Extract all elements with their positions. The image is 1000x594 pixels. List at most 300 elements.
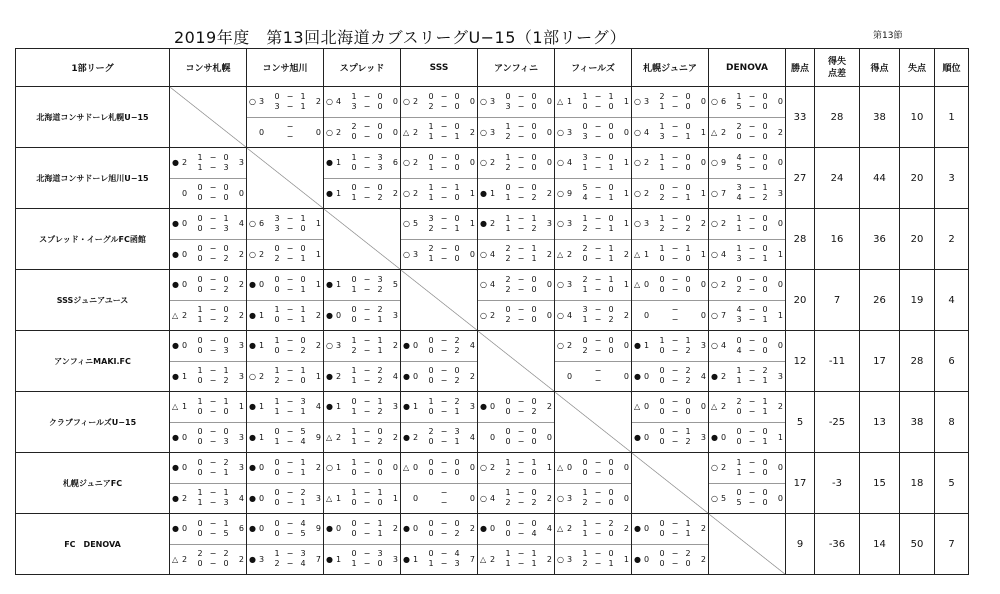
second-half bbox=[656, 102, 694, 112]
match-legs bbox=[170, 209, 246, 269]
half-scores bbox=[271, 275, 309, 295]
half-away: 0 bbox=[454, 162, 460, 172]
half-dash: − bbox=[594, 122, 602, 132]
half-home: 0 bbox=[197, 345, 203, 355]
half-dash: − bbox=[363, 488, 371, 498]
half-dash: − bbox=[671, 366, 679, 376]
match-leg bbox=[709, 453, 785, 483]
match-legs bbox=[170, 148, 246, 208]
points-value: 33 bbox=[786, 87, 815, 148]
first-half bbox=[502, 122, 540, 132]
half-dash: − bbox=[671, 91, 679, 101]
half-home: 0 bbox=[351, 132, 357, 142]
second-half bbox=[579, 132, 617, 142]
half-scores bbox=[656, 183, 694, 203]
result-mark: ● bbox=[634, 554, 641, 564]
half-away: 0 bbox=[685, 152, 691, 162]
half-away: 0 bbox=[377, 427, 383, 437]
match-cell bbox=[478, 209, 555, 270]
header-team: フィールズ bbox=[555, 49, 632, 87]
second-half bbox=[425, 468, 463, 478]
half-scores bbox=[656, 92, 694, 112]
half-away: 5 bbox=[223, 528, 229, 538]
half-scores bbox=[425, 549, 463, 569]
half-home: 0 bbox=[274, 315, 280, 325]
half-dash: − bbox=[286, 254, 294, 264]
goal-diff-value: -11 bbox=[815, 331, 860, 392]
half-dash: − bbox=[748, 437, 756, 447]
result-mark: △ bbox=[557, 463, 564, 473]
half-scores bbox=[502, 549, 540, 569]
half-home: 1 bbox=[197, 366, 203, 376]
half-away: 0 bbox=[377, 457, 383, 467]
first-half bbox=[579, 275, 617, 285]
goals-against: 0 bbox=[392, 463, 398, 473]
result-mark: ○ bbox=[403, 219, 410, 229]
half-away: 2 bbox=[223, 254, 229, 264]
second-half bbox=[656, 224, 694, 234]
half-home: 0 bbox=[197, 518, 203, 528]
match-leg bbox=[632, 239, 708, 270]
second-half bbox=[271, 254, 309, 264]
goals-against: 0 bbox=[392, 97, 398, 107]
half-away: 0 bbox=[762, 305, 768, 315]
match-legs bbox=[401, 392, 477, 452]
match-legs bbox=[709, 270, 785, 330]
match-cell bbox=[709, 392, 786, 453]
half-dash: − bbox=[671, 559, 679, 569]
goals-against: 7 bbox=[469, 554, 475, 564]
second-half bbox=[194, 468, 232, 478]
match-leg bbox=[632, 392, 708, 422]
match-leg bbox=[170, 178, 246, 209]
half-home: 2 bbox=[505, 274, 511, 284]
match-leg bbox=[555, 331, 631, 361]
half-dash: − bbox=[748, 396, 756, 406]
second-half bbox=[733, 163, 771, 173]
half-away: 0 bbox=[223, 183, 229, 193]
result-mark: ○ bbox=[480, 280, 487, 290]
goals-for: 5 bbox=[413, 219, 419, 229]
second-half bbox=[348, 163, 386, 173]
half-away: 0 bbox=[685, 254, 691, 264]
half-home: 1 bbox=[505, 549, 511, 559]
half-dash: − bbox=[517, 437, 525, 447]
half-home: 0 bbox=[351, 162, 357, 172]
goals-against: 7 bbox=[315, 554, 321, 564]
match-leg bbox=[401, 483, 477, 514]
half-dash: − bbox=[363, 183, 371, 193]
half-away: 2 bbox=[608, 518, 614, 528]
half-home: 0 bbox=[197, 376, 203, 386]
result-mark: ○ bbox=[711, 158, 718, 168]
points-value: 12 bbox=[786, 331, 815, 392]
match-cell bbox=[324, 270, 401, 331]
half-away: 0 bbox=[608, 467, 614, 477]
half-dash: − bbox=[671, 274, 679, 284]
first-half bbox=[733, 244, 771, 254]
result-mark: ○ bbox=[634, 127, 641, 137]
half-dash: − bbox=[748, 162, 756, 172]
half-scores bbox=[194, 153, 232, 173]
half-home: 5 bbox=[736, 498, 742, 508]
match-leg bbox=[478, 209, 554, 239]
half-away: 3 bbox=[377, 152, 383, 162]
header-goals-for: 得点 bbox=[860, 49, 900, 87]
half-home: 3 bbox=[505, 101, 511, 111]
result-mark: △ bbox=[403, 127, 410, 137]
first-half bbox=[733, 458, 771, 468]
half-home: 1 bbox=[505, 122, 511, 132]
result-mark: ○ bbox=[403, 188, 410, 198]
half-scores bbox=[502, 92, 540, 112]
second-half bbox=[348, 468, 386, 478]
goals-for: 9 bbox=[721, 158, 727, 168]
half-home: 0 bbox=[197, 528, 203, 538]
first-half bbox=[271, 305, 309, 315]
second-half bbox=[733, 376, 771, 386]
half-home: 1 bbox=[659, 122, 665, 132]
goals-against-value: 20 bbox=[900, 209, 935, 270]
goals-for: 2 bbox=[721, 219, 727, 229]
half-home: 3 bbox=[659, 132, 665, 142]
half-scores bbox=[656, 122, 694, 142]
goals-for: 5 bbox=[721, 493, 727, 503]
second-half bbox=[502, 285, 540, 295]
half-scores bbox=[656, 305, 694, 325]
half-away: 2 bbox=[377, 366, 383, 376]
result-mark: ○ bbox=[480, 127, 487, 137]
goals-against: 4 bbox=[469, 341, 475, 351]
half-home: 0 bbox=[428, 376, 434, 386]
half-away: 2 bbox=[377, 284, 383, 294]
half-dash: − bbox=[363, 457, 371, 467]
first-half bbox=[271, 214, 309, 224]
result-mark: ○ bbox=[557, 219, 564, 229]
first-half bbox=[425, 549, 463, 559]
half-home: 2 bbox=[736, 284, 742, 294]
half-away: 0 bbox=[454, 193, 460, 203]
match-cell bbox=[478, 87, 555, 148]
first-half bbox=[348, 92, 386, 102]
self-match-cell bbox=[555, 392, 632, 453]
half-scores bbox=[348, 366, 386, 386]
half-scores bbox=[579, 488, 617, 508]
half-away: 1 bbox=[300, 406, 306, 416]
half-away: 1 bbox=[762, 437, 768, 447]
match-leg bbox=[247, 544, 323, 575]
match-leg bbox=[401, 453, 477, 483]
half-away: 0 bbox=[685, 122, 691, 132]
half-away: 0 bbox=[531, 396, 537, 406]
team-name: 北海道コンサドーレ札幌U−15 bbox=[16, 87, 170, 148]
half-home: 0 bbox=[428, 467, 434, 477]
half-home: 0 bbox=[274, 284, 280, 294]
team-row bbox=[16, 331, 969, 392]
half-home: 0 bbox=[428, 518, 434, 528]
half-dash: − bbox=[363, 345, 371, 355]
match-leg bbox=[170, 483, 246, 514]
goals-against: 0 bbox=[700, 280, 706, 290]
half-home: 0 bbox=[505, 518, 511, 528]
half-dash: − bbox=[748, 244, 756, 254]
half-scores bbox=[656, 153, 694, 173]
half-away: 0 bbox=[454, 518, 460, 528]
match-cell bbox=[709, 331, 786, 392]
goals-against-value: 38 bbox=[900, 392, 935, 453]
half-dash: − bbox=[671, 376, 679, 386]
half-scores bbox=[348, 275, 386, 295]
match-leg bbox=[401, 209, 477, 239]
half-dash: − bbox=[517, 101, 525, 111]
second-half bbox=[425, 437, 463, 447]
second-half bbox=[425, 102, 463, 112]
half-home: 2 bbox=[736, 396, 742, 406]
half-dash: − bbox=[286, 559, 294, 569]
match-leg bbox=[324, 544, 400, 575]
result-mark: ● bbox=[326, 158, 333, 168]
goals-against: 1 bbox=[623, 554, 629, 564]
header-team: コンサ旭川 bbox=[247, 49, 324, 87]
half-scores bbox=[271, 122, 309, 142]
goals-for: 1 bbox=[336, 493, 342, 503]
match-leg bbox=[170, 392, 246, 422]
half-dash: − bbox=[363, 376, 371, 386]
goals-against: 2 bbox=[392, 341, 398, 351]
first-half bbox=[425, 244, 463, 254]
half-away: 2 bbox=[685, 437, 691, 447]
half-dash: − bbox=[363, 101, 371, 111]
half-away: 3 bbox=[300, 396, 306, 406]
goals-for: 3 bbox=[567, 219, 573, 229]
half-scores bbox=[656, 397, 694, 417]
first-half bbox=[579, 305, 617, 315]
half-home: 0 bbox=[428, 366, 434, 376]
match-legs bbox=[324, 87, 400, 147]
match-leg bbox=[170, 514, 246, 544]
half-away: 3 bbox=[454, 427, 460, 437]
half-away bbox=[682, 305, 694, 315]
half-scores bbox=[425, 214, 463, 234]
half-away: 4 bbox=[454, 549, 460, 559]
half-away: 2 bbox=[608, 315, 614, 325]
goals-against: 2 bbox=[700, 524, 706, 534]
half-dash: − bbox=[440, 152, 448, 162]
half-dash: − bbox=[286, 427, 294, 437]
half-dash: − bbox=[209, 345, 217, 355]
half-home: 2 bbox=[428, 101, 434, 111]
first-half bbox=[425, 122, 463, 132]
result-mark: ○ bbox=[480, 493, 487, 503]
goals-against: 3 bbox=[238, 158, 244, 168]
goal-diff-value: 24 bbox=[815, 148, 860, 209]
result-mark: ● bbox=[403, 524, 410, 534]
result-mark: ● bbox=[326, 554, 333, 564]
half-dash: − bbox=[209, 518, 217, 528]
half-home: 0 bbox=[505, 437, 511, 447]
half-home: 0 bbox=[351, 315, 357, 325]
half-home: 0 bbox=[736, 427, 742, 437]
first-half bbox=[579, 214, 617, 224]
goals-for-value: 38 bbox=[860, 87, 900, 148]
half-dash: − bbox=[517, 518, 525, 528]
half-dash: − bbox=[286, 406, 294, 416]
first-half bbox=[733, 336, 771, 346]
half-dash: − bbox=[517, 406, 525, 416]
match-cell bbox=[478, 453, 555, 514]
second-half bbox=[194, 254, 232, 264]
match-leg bbox=[324, 300, 400, 331]
half-away bbox=[451, 498, 463, 508]
result-mark: ● bbox=[634, 371, 641, 381]
goals-against: 2 bbox=[546, 188, 552, 198]
half-away: 0 bbox=[223, 335, 229, 345]
match-leg bbox=[632, 270, 708, 300]
half-away: 2 bbox=[223, 284, 229, 294]
points-value: 27 bbox=[786, 148, 815, 209]
half-dash: − bbox=[363, 396, 371, 406]
goals-for: 3 bbox=[567, 493, 573, 503]
half-dash: − bbox=[286, 437, 294, 447]
half-dash: − bbox=[440, 396, 448, 406]
half-away: 0 bbox=[377, 91, 383, 101]
goals-against: 2 bbox=[238, 554, 244, 564]
half-away: 1 bbox=[608, 274, 614, 284]
half-away: 0 bbox=[377, 559, 383, 569]
goals-against: 0 bbox=[623, 463, 629, 473]
match-legs bbox=[709, 331, 785, 391]
first-half bbox=[348, 488, 386, 498]
half-home: 1 bbox=[351, 193, 357, 203]
result-mark: △ bbox=[557, 524, 564, 534]
match-leg bbox=[709, 392, 785, 422]
match-leg bbox=[632, 514, 708, 544]
half-home: 1 bbox=[351, 376, 357, 386]
match-legs bbox=[478, 514, 554, 574]
half-dash: − bbox=[286, 305, 294, 315]
first-half bbox=[194, 366, 232, 376]
goals-for: 0 bbox=[644, 402, 650, 412]
second-half bbox=[579, 224, 617, 234]
first-half bbox=[502, 183, 540, 193]
goals-against: 9 bbox=[315, 524, 321, 534]
second-half bbox=[271, 407, 309, 417]
match-leg bbox=[709, 178, 785, 209]
half-away: 0 bbox=[762, 91, 768, 101]
goals-against: 1 bbox=[777, 432, 783, 442]
half-home: 1 bbox=[197, 488, 203, 498]
half-scores bbox=[733, 244, 771, 264]
half-home: 0 bbox=[582, 254, 588, 264]
match-leg bbox=[401, 148, 477, 178]
goals-for: 3 bbox=[567, 280, 573, 290]
half-home: 1 bbox=[274, 549, 280, 559]
match-legs bbox=[401, 87, 477, 147]
half-home: 2 bbox=[505, 162, 511, 172]
result-mark: ● bbox=[172, 463, 179, 473]
half-dash: − bbox=[671, 254, 679, 264]
round-label: 第13節 bbox=[873, 31, 903, 41]
match-legs bbox=[324, 270, 400, 330]
half-home: 1 bbox=[351, 91, 357, 101]
match-legs bbox=[324, 514, 400, 574]
goals-against: 1 bbox=[623, 219, 629, 229]
first-half bbox=[733, 366, 771, 376]
half-dash: − bbox=[748, 427, 756, 437]
goals-against: 0 bbox=[392, 127, 398, 137]
match-cell bbox=[247, 270, 324, 331]
goals-against: 0 bbox=[777, 493, 783, 503]
match-cell bbox=[478, 392, 555, 453]
half-dash: − bbox=[671, 101, 679, 111]
half-scores bbox=[425, 244, 463, 264]
half-home: 1 bbox=[582, 518, 588, 528]
half-home bbox=[425, 488, 437, 498]
half-away: 0 bbox=[223, 559, 229, 569]
goals-for: 0 bbox=[413, 341, 419, 351]
match-legs bbox=[324, 392, 400, 452]
half-home: 0 bbox=[659, 284, 665, 294]
match-cell bbox=[170, 331, 247, 392]
half-away: 0 bbox=[531, 91, 537, 101]
first-half bbox=[656, 519, 694, 529]
match-legs bbox=[709, 87, 785, 147]
half-dash: − bbox=[517, 427, 525, 437]
half-dash: − bbox=[671, 223, 679, 233]
half-home: 0 bbox=[736, 488, 742, 498]
goals-for: 6 bbox=[259, 219, 265, 229]
goals-for: 3 bbox=[336, 341, 342, 351]
second-half bbox=[579, 529, 617, 539]
match-leg bbox=[401, 178, 477, 209]
goals-for: 2 bbox=[182, 158, 188, 168]
first-half bbox=[656, 305, 694, 315]
goals-for: 2 bbox=[567, 524, 573, 534]
half-away: 2 bbox=[300, 345, 306, 355]
half-dash: − bbox=[209, 305, 217, 315]
half-scores bbox=[271, 214, 309, 234]
half-scores bbox=[425, 153, 463, 173]
goals-against: 2 bbox=[546, 554, 552, 564]
second-half bbox=[271, 559, 309, 569]
half-away: 4 bbox=[531, 528, 537, 538]
match-leg bbox=[247, 392, 323, 422]
match-legs bbox=[247, 331, 323, 391]
first-half bbox=[579, 92, 617, 102]
match-legs bbox=[555, 87, 631, 147]
half-away: 0 bbox=[762, 498, 768, 508]
match-cell bbox=[709, 209, 786, 270]
goals-for: 2 bbox=[413, 188, 419, 198]
first-half bbox=[579, 122, 617, 132]
team-row bbox=[16, 87, 969, 148]
match-leg bbox=[247, 361, 323, 392]
match-leg bbox=[478, 148, 554, 178]
half-dash: − bbox=[748, 193, 756, 203]
half-dash: − bbox=[440, 366, 448, 376]
half-away: 0 bbox=[608, 549, 614, 559]
match-leg bbox=[709, 361, 785, 392]
half-scores bbox=[425, 488, 463, 508]
second-half bbox=[425, 346, 463, 356]
match-cell bbox=[401, 87, 478, 148]
half-dash: − bbox=[594, 549, 602, 559]
half-away: 1 bbox=[300, 366, 306, 376]
first-half bbox=[271, 92, 309, 102]
self-match-cell bbox=[247, 148, 324, 209]
half-away: 0 bbox=[531, 437, 537, 447]
match-legs bbox=[709, 392, 785, 452]
